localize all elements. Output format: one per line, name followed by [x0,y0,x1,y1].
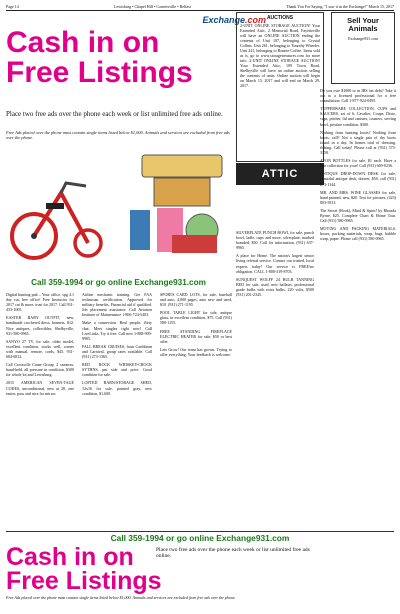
headline-line2: Free Listings [6,56,193,89]
auction-heading: AUCTIONS [266,15,294,21]
classified-column-4 [320,88,396,244]
classified-column-3b [236,230,314,300]
bottom-subtitle: Place two free ads over the phone each week or list unlimited free ads online. [156,547,310,560]
exchange-logo: Exchange.com [202,15,266,25]
sell-animals-ad [331,12,395,84]
classified-item: FREE STANDING FIREPLACE ELECTRIC HEATER for sale, $50 or best offer. [160,328,232,344]
classified-item: MR. AND MRS. WINE GLASSES for sale, hand painted, new, $20. Text for pictures, (423) 803-5813. [320,189,396,205]
cash-in-ad-bottom [6,533,394,611]
classified-column-2 [82,292,152,399]
sell-ad-site: Exchange931.com [348,36,378,41]
headline-line1: Cash in on [6,26,160,59]
classified-item: TUPPERWARE COLLECTION, CUPS and SAUCERS, set of 6, Cavalier, Coupe, Dixie, cups, pitcher, lid and canister, coasters, serving bowl, pristine condition, $300. [320,106,396,127]
classified-column-3 [160,292,232,360]
toys-image [112,150,232,260]
classified-item: Digital hunting pub – Your office, spg 4.1 day cut, free office! Free Instructor for 2017 cut & more, trust for 2017. Call 931-433-1005. [6,292,74,313]
classified-item: RED ROCK WHISKEY-CROCK SYTHNS, pm side and price. Good condition for sale. [82,362,152,378]
divider [6,531,394,532]
auction-notice [236,12,324,162]
bottom-fineprint: Free Ads placed over the phone must contain single items listed below $1,000. Animals and services are excluded from free ads over the phone. [6,595,236,600]
classified-item: Airline mechanic training. Get FAA technician certification. Approved for military benefits. Financial aid if qualified. Job placement assistance. Call Aviation Institute of Maintenance 1-866-724-5403. [82,292,152,318]
bottom-headline-line1: Cash in on [6,543,134,571]
classified-item: POOL TABLE LIGHT for sale, antique glass, in excellent condition, $75. Call (931) 580-1155. [160,310,232,326]
classified-item: LOFTED BARN/STORAGE SHED, 12x16 for sale, painted gray, new condition, $1,600. [82,380,152,396]
classified-item: The Secret (Book), Mind & Spirit! by Rhonda Byrne, $25. Complete Chart & Home Tour. Call (931) 580-0965. [320,207,396,224]
classified-item: EASTER BABY OUTFIT, new, handmade crocheted dress, bonnets, $12. Nice antiques, collectibles, Shelbyville, 931-580-0965. [6,315,74,336]
page-number: Page 14 [6,4,19,9]
classified-item: SUNQUEST WOLFF 24 BULB TANNING BED for sale, used, new ballasts, professional grade bulbs with extra bulbs, 220 volts, $500 (931) 201-2345. [236,276,314,298]
classified-item: AVON BOTTLES for sale, $1 each. Have a fine collection for your! Call (931) 669-0236. [320,158,396,169]
classified-item: Call Crossville Crane Group. 2 cameras, hand-held, all pressure in condition, $300 for whole lot and Lewisburg. [6,362,74,378]
header-tagline: Thank You For Saying, "I saw it in the Exchange!" March 15, 2017 [286,4,394,9]
call-line: Call 359-1994 or go online Exchange931.com [31,278,206,287]
bottom-call-line: Call 359-1994 or go online Exchange931.com [110,533,290,543]
attic-logo: ATTIC [236,163,324,185]
auction-text: 2-UNIT ONLINE STORAGE AUCTION! Your Extended Attic, 2 Memorial Road, Fayetteville will have an ONLINE AUCTION ending the contents of Unit 107, belonging to Crystal Collins. Unit 261, belonging to Timothy Wheeler. Unit 241, belonging to Ronnie Coffee. Items sold as is, go to www.storagetreasures.com for more info. 2-UNIT ONLINE STORAGE AUCTION! Your Extended Attic, 109 Town Road, Shelbyville will have an online auction selling the contents of units. Online auction will begin on March 15, 2017 and will end on March 29, 2017. [240,23,320,88]
classified-item: Make a connection. Real people, flirty chat. Meet singles right now! Call LiveLinks. Try it free. Call now 1-888-909-9905. [82,320,152,341]
classified-item: SPORTS CARD LOTS, for sale, baseball and auto, 4,000 pages, auto new and used, $10. (931) 271-1195. [160,292,232,308]
bottom-headline-line2: Free Listings [6,567,162,595]
sell-ad-title: Sell Your Animals [347,16,379,33]
classified-item: A place for Home. The nation's largest senior living referral service. Contact our trusted, local experts today! Our service is FREE/no obligation. CALL 1-800-319-8703. [236,253,314,274]
ad-fineprint: Free Ads placed over the phone must contain single items listed below $1,000. Animals and services are excluded from free ads over the phone. [6,130,230,140]
classified-item: SILVERPLATE PUNCH BOWL for sale, punch bowl, ladle, cups and more, silverplate, marked branded, $50. Call for information, (931) 637-9965. [236,230,314,251]
classified-item: FALL BREAK CRUISES, from Caribbean and Carnival, group rates available. Call (931) 273-1365. [82,343,152,360]
classified-item: Lets Grow! Our team has grown. Trying to offer everything. Your feedback is welcome. [160,346,232,357]
classified-item: Do you owe $1000 or in IRS tax debt? Take it out to a licensed professional for a free consultation. Call 1-877-924-0495. [320,88,396,104]
ad-subtitle: Place two free ads over the phone each week or list unlimited free ads online. [6,110,223,118]
paper-towns: Lewisburg • Chapel Hill • Cornersville • Belfast [114,4,191,9]
tricycle-image [6,148,111,266]
classified-item: SANYO 27 TV, for sale, older model, excellent condition, works well, comes with manual, remote, cords, $45. 931-684-6812. [6,338,74,360]
classified-item: Nothing from hunting boots? Nothing from boots, call? Not a single pair of dry boots found in a day. In homes trial of dressing, fishing. Call today! Please call at (931) 375-3358. [320,129,396,156]
classified-item: ANTIQUE DROP-DOWN DESK for sale, beautiful antique desk, drawer, $50, call (931) 273-1144. [320,171,396,187]
classified-item: MOVING AND PACKING MATERIALS, boxes, packing materials, wrap, bags, bubble wrap, paper. Please call (931) 580-0965. [320,226,396,242]
classified-column-1 [6,292,74,399]
classified-item: 2015 AMERICAN SEVEN-TAGE CODES, unconditional, new at 20, one easier, pass and nice for mirror. [6,380,74,396]
page-header [6,3,394,11]
